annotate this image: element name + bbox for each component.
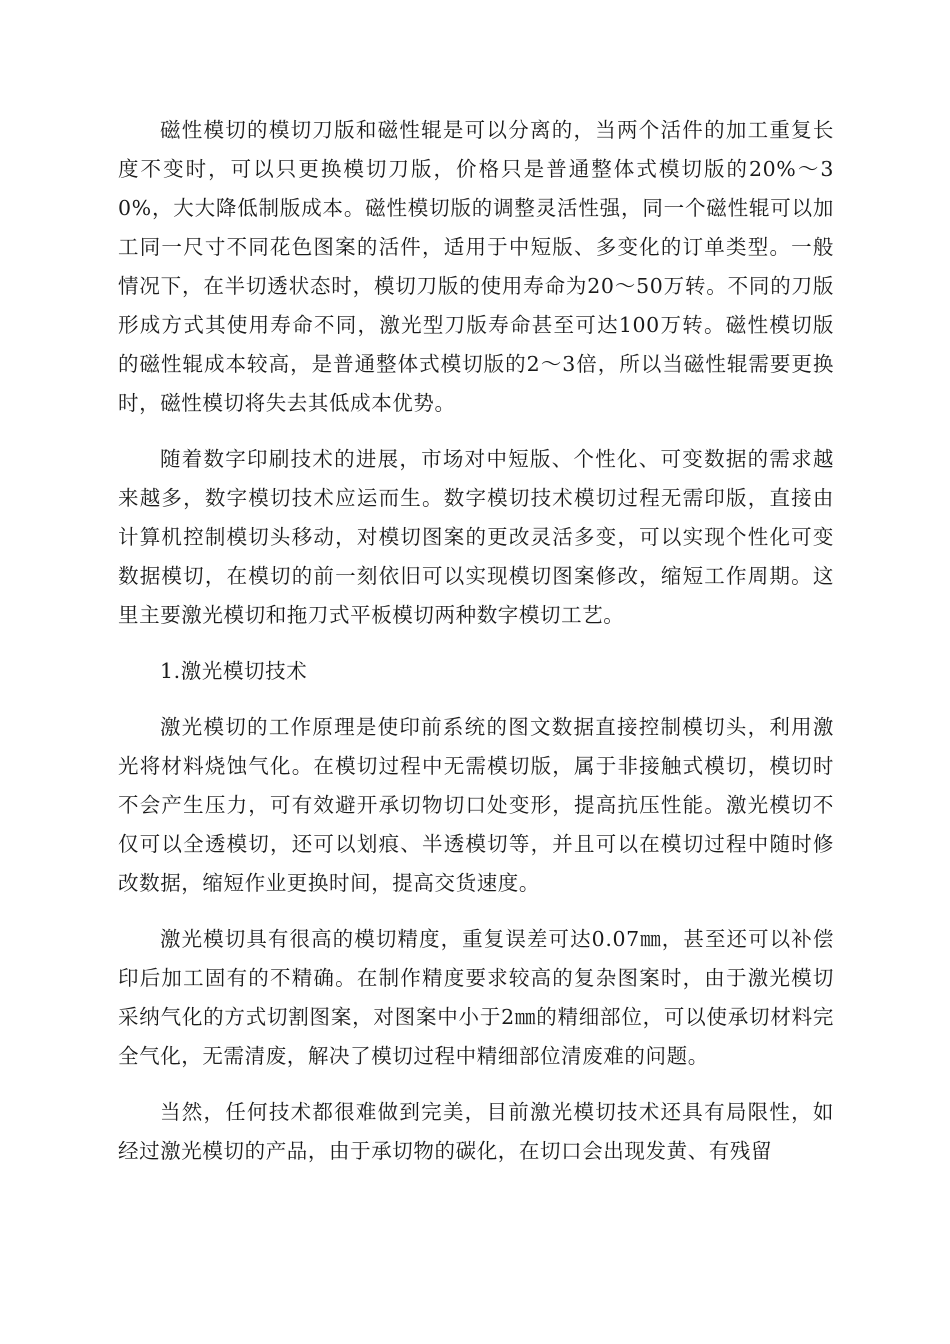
paragraph-laser-precision: 激光模切具有很高的模切精度，重复误差可达0.07㎜，甚至还可以补偿印后加工固有的不精确。在制作精度要求较高的复杂图案时，由于激光模切采纳气化的方式切割图案，对图案中小于2㎜的精细部位，可以使承切材料完全气化，无需清废，解决了模切过程中精细部位清废难的问题。	[118, 927, 834, 1068]
paragraph-laser-limitations: 当然，任何技术都很难做到完美，目前激光模切技术还具有局限性，如经过激光模切的产品，由于承切物的碳化，在切口会出现发黄、有残留	[118, 1100, 834, 1163]
paragraph-digital-die-cutting: 随着数字印刷技术的进展，市场对中短版、个性化、可变数据的需求越来越多，数字模切技术应运而生。数字模切技术模切过程无需印版，直接由计算机控制模切头移动，对模切图案的更改灵活多变，可以实现个性化可变数据模切，在模切的前一刻依旧可以实现模切图案修改，缩短工作周期。这里主要激光模切和拖刀式平板模切两种数字模切工艺。	[118, 447, 834, 627]
paragraph-magnetic-die-cutting: 磁性模切的模切刀版和磁性辊是可以分离的，当两个活件的加工重复长度不变时，可以只更换模切刀版，价格只是普通整体式模切版的20%～30%，大大降低制版成本。磁性模切版的调整灵活性强，同一个磁性辊可以加工同一尺寸不同花色图案的活件，适用于中短版、多变化的订单类型。一般情况下，在半切透状态时，模切刀版的使用寿命为20～50万转。不同的刀版形成方式其使用寿命不同，激光型刀版寿命甚至可达100万转。磁性模切版的磁性辊成本较高，是普通整体式模切版的2～3倍，所以当磁性辊需要更换时，磁性模切将失去其低成本优势。	[118, 118, 834, 415]
document-body	[118, 111, 834, 1188]
paragraph-laser-principle: 激光模切的工作原理是使印前系统的图文数据直接控制模切头，利用激光将材料烧蚀气化。在模切过程中无需模切版，属于非接触式模切，模切时不会产生压力，可有效避开承切物切口处变形，提高抗压性能。激光模切不仅可以全透模切，还可以划痕、半透模切等，并且可以在模切过程中随时修改数据，缩短作业更换时间，提高交货速度。	[118, 715, 834, 895]
section-heading-laser-die-cutting: 1.激光模切技术	[160, 659, 308, 683]
